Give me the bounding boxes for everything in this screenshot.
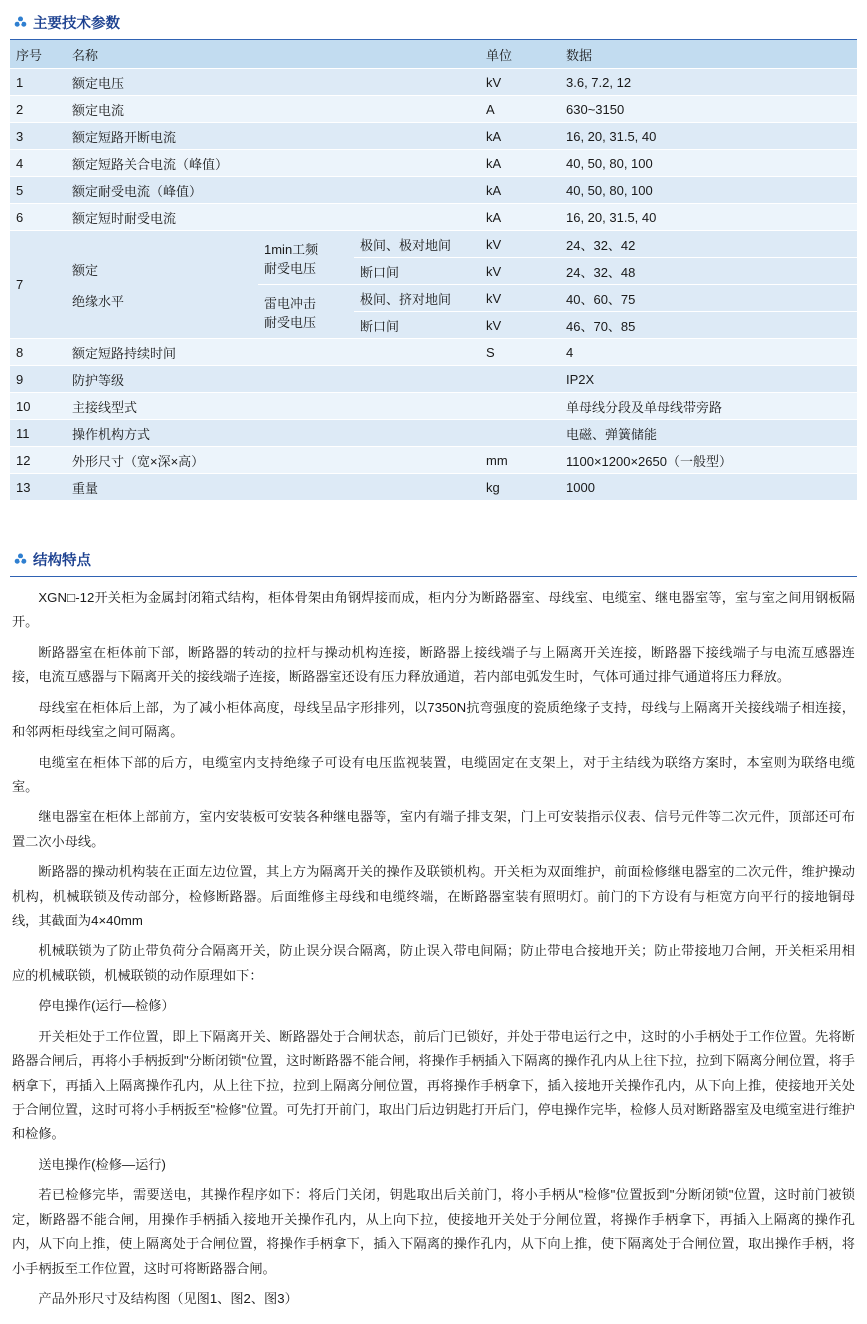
paragraph: 电缆室在柜体下部的后方，电缆室内支持绝缘子可设有电压监视装置，电缆固定在支架上，对于主结线为联络方案时，本室则为联络电缆室。 — [12, 754, 855, 794]
table-row — [10, 366, 857, 393]
flower-icon — [14, 553, 27, 566]
cell-name: 操作机构方式 — [66, 420, 480, 447]
table-row — [10, 474, 857, 501]
table-header-row — [10, 40, 857, 69]
cell-unit: kA — [480, 177, 560, 204]
cell-data: 24、32、48 — [560, 258, 857, 285]
cell-unit: kV — [480, 312, 560, 339]
cell-no: 13 — [10, 474, 66, 501]
cell-data: 40, 50, 80, 100 — [560, 177, 857, 204]
cell-unit: kA — [480, 123, 560, 150]
cell-unit: kV — [480, 69, 560, 96]
cell-data: 40, 50, 80, 100 — [560, 150, 857, 177]
paragraph-subtitle: 停电操作(运行—检修） — [38, 998, 175, 1014]
cell-name-line2: 绝缘水平 — [72, 293, 125, 309]
cell-no: 12 — [10, 447, 66, 474]
table-row — [10, 339, 857, 366]
cell-name-line1: 额定 — [72, 262, 99, 278]
cell-no: 5 — [10, 177, 66, 204]
table-row — [10, 447, 857, 474]
cell-unit: A — [480, 96, 560, 123]
cell-no: 6 — [10, 204, 66, 231]
cell-sub1 — [258, 231, 354, 285]
table-row — [10, 393, 857, 420]
cell-data: 单母线分段及单母线带旁路 — [560, 393, 857, 420]
table-row — [10, 123, 857, 150]
cell-data: 16, 20, 31.5, 40 — [560, 123, 857, 150]
cell-unit: kA — [480, 204, 560, 231]
cell-unit: kg — [480, 474, 560, 501]
header-name: 名称 — [66, 40, 480, 69]
paragraph-subtitle: 送电操作(检修—运行) — [38, 1156, 166, 1172]
cell-sub1-line2: 耐受电压 — [264, 314, 317, 330]
table-row — [10, 420, 857, 447]
cell-name: 防护等级 — [66, 366, 480, 393]
cell-sub1-line1: 雷电冲击 — [264, 295, 317, 311]
cell-name — [66, 231, 258, 339]
cell-no: 2 — [10, 96, 66, 123]
cell-name: 外形尺寸（宽×深×高） — [66, 447, 480, 474]
cell-data: 24、32、42 — [560, 231, 857, 258]
cell-sub1 — [258, 285, 354, 339]
cell-data: 46、70、85 — [560, 312, 857, 339]
section-title-specs: 主要技术参数 — [33, 16, 120, 32]
cell-data: 40、60、75 — [560, 285, 857, 312]
section-spacer — [10, 501, 857, 545]
section-header-specs — [10, 8, 857, 40]
cell-data: 630~3150 — [560, 96, 857, 123]
cell-unit: kA — [480, 150, 560, 177]
table-row — [10, 150, 857, 177]
section-header-structure — [10, 545, 857, 577]
cell-no: 4 — [10, 150, 66, 177]
cell-data: IP2X — [560, 366, 857, 393]
header-no: 序号 — [10, 40, 66, 69]
cell-name: 额定短路持续时间 — [66, 339, 480, 366]
cell-no: 7 — [10, 231, 66, 339]
cell-name: 额定电流 — [66, 96, 480, 123]
cell-no: 3 — [10, 123, 66, 150]
paragraph: 产品外形尺寸及结构图（见图1、图2、图3） — [38, 1290, 298, 1306]
paragraph: 继电器室在柜体上部前方，室内安装板可安装各种继电器等，室内有端子排支架，门上可安装指示仪表、信号元件等二次元件，顶部还可布置二次小母线。 — [12, 809, 855, 849]
cell-no: 10 — [10, 393, 66, 420]
cell-data: 1000 — [560, 474, 857, 501]
cell-name: 额定短时耐受电流 — [66, 204, 480, 231]
cell-sub2: 极间、极对地间 — [354, 231, 480, 258]
cell-no: 9 — [10, 366, 66, 393]
cell-name: 额定电压 — [66, 69, 480, 96]
table-row — [10, 69, 857, 96]
cell-unit: kV — [480, 258, 560, 285]
spec-table — [10, 40, 857, 501]
paragraph: 断路器室在柜体前下部，断路器的转动的拉杆与操动机构连接，断路器上接线端子与上隔离开关连接，断路器下接线端子与电流互感器连接，电流互感器与下隔离开关的接线端子连接，断路器室还设有压力释放通道，若内部电弧发生时，气体可通过排气通道将压力释放。 — [12, 644, 855, 685]
cell-unit — [480, 420, 560, 447]
table-row — [10, 231, 857, 258]
cell-unit: kV — [480, 231, 560, 258]
section-title-structure: 结构特点 — [33, 553, 91, 569]
header-data: 数据 — [560, 40, 857, 69]
cell-unit — [480, 366, 560, 393]
cell-data: 16, 20, 31.5, 40 — [560, 204, 857, 231]
cell-sub1-line2: 耐受电压 — [264, 260, 317, 276]
flower-icon — [14, 16, 27, 29]
cell-data: 1100×1200×2650（一般型） — [560, 447, 857, 474]
cell-name: 重量 — [66, 474, 480, 501]
cell-sub1-line1: 1min工频 — [264, 241, 319, 257]
cell-sub2: 极间、挤对地间 — [354, 285, 480, 312]
cell-sub2: 断口间 — [354, 258, 480, 285]
paragraph: 机械联锁为了防止带负荷分合隔离开关，防止误分误合隔离，防止误入带电间隔；防止带电合接地开关；防止带接地刀合闸，开关柜采用相应的机械联锁，机械联锁的动作原理如下： — [12, 943, 855, 983]
paragraph: 母线室在柜体后上部，为了减小柜体高度，母线呈品字形排列，以7350N抗弯强度的瓷质绝缘子支持，母线与上隔离开关接线端子相连接，和邻两柜母线室之间可隔离。 — [12, 699, 855, 740]
cell-unit — [480, 393, 560, 420]
cell-data: 电磁、弹簧储能 — [560, 420, 857, 447]
cell-unit: S — [480, 339, 560, 366]
paragraph: 断路器的操动机构装在正面左边位置，其上方为隔离开关的操作及联锁机构。开关柜为双面维护，前面检修继电器室的二次元件，维护操动机构，机械联锁及传动部分，检修断路器。后面维修主母线和电缆终端，在断路器室装有照明灯。前门的下方设有与柜宽方向平行的接地铜母线，其截面为4×40mm — [12, 864, 855, 929]
cell-no: 8 — [10, 339, 66, 366]
paragraph: XGN□-12开关柜为金属封闭箱式结构，柜体骨架由角钢焊接而成，柜内分为断路器室、母线室、电缆室、继电器室等，室与室之间用钢板隔开。 — [12, 590, 855, 630]
table-row — [10, 96, 857, 123]
structure-body — [10, 577, 857, 1314]
paragraph: 若已检修完毕，需要送电，其操作程序如下：将后门关闭，钥匙取出后关前门，将小手柄从"检修"位置扳到"分断闭锁"位置，这时前门被锁定，断路器不能合闸，用操作手柄插入接地开关操作孔内，从上向下拉，使接地开关处于分闸位置，将操作手柄拿下，再插入上隔离的操作孔内，从下向上推，使上隔离处于合闸位置，将操作手柄拿下，插入下隔离的操作孔内，从下向上推，使下隔离处于合闸位置，取出操作手柄，将小手柄扳至工作位置，这时可将断路器合闸。 — [12, 1187, 855, 1276]
cell-no: 11 — [10, 420, 66, 447]
cell-unit: mm — [480, 447, 560, 474]
cell-name: 额定短路开断电流 — [66, 123, 480, 150]
cell-data: 3.6, 7.2, 12 — [560, 69, 857, 96]
cell-name: 额定耐受电流（峰值） — [66, 177, 480, 204]
cell-name: 主接线型式 — [66, 393, 480, 420]
header-unit: 单位 — [480, 40, 560, 69]
table-row — [10, 204, 857, 231]
cell-sub2: 断口间 — [354, 312, 480, 339]
paragraph: 开关柜处于工作位置，即上下隔离开关、断路器处于合闸状态，前后门已锁好，并处于带电运行之中，这时的小手柄处于工作位置。先将断路器合闸后，再将小手柄扳到"分断闭锁"位置，这时断路器不能合闸，将操作手柄插入下隔离的操作孔内从上往下拉，拉到下隔离分闸位置，将手柄拿下，再插入上隔离操作孔内，从上往下拉，拉到上隔离分闸位置，再将操作手柄拿下，插入接地开关操作孔内，从下向上推，使接地开关处于合闸位置，这时可将小手柄扳至"检修"位置。可先打开前门，取出门后边钥匙打开后门，停电操作完毕，检修人员对断路器室及电缆室进行维护和检修。 — [12, 1028, 855, 1142]
table-row — [10, 177, 857, 204]
cell-unit: kV — [480, 285, 560, 312]
cell-name: 额定短路关合电流（峰值） — [66, 150, 480, 177]
cell-data: 4 — [560, 339, 857, 366]
cell-no: 1 — [10, 69, 66, 96]
